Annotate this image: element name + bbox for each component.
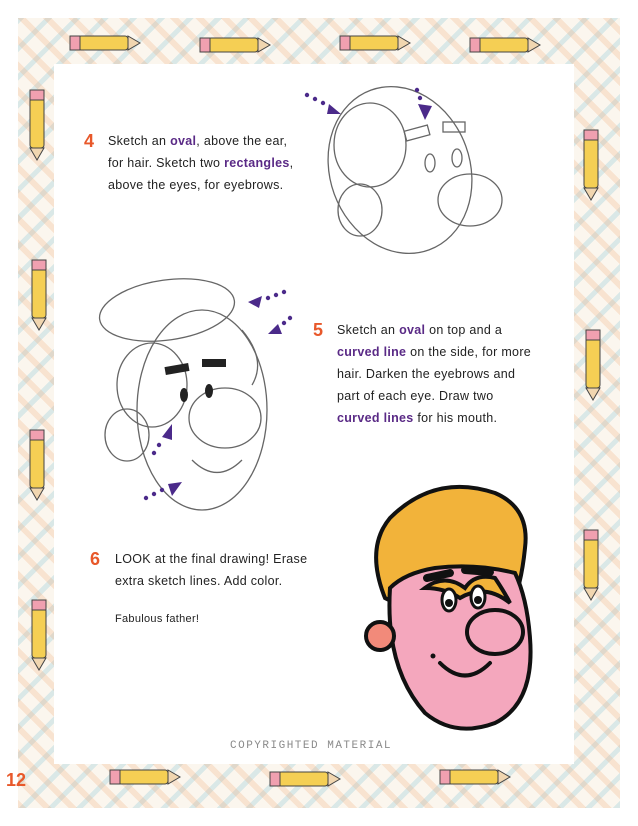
dotted-arrow-icon — [144, 290, 292, 500]
copyright-notice: COPYRIGHTED MATERIAL — [230, 740, 393, 752]
step-5-number: 5 — [313, 320, 324, 340]
step-6-final-drawing — [345, 478, 560, 743]
pencil-icon — [70, 36, 140, 50]
step-6-caption: Fabulous father! — [115, 613, 200, 625]
step-4-number: 4 — [84, 131, 95, 151]
step-6-number: 6 — [90, 549, 101, 569]
step-4-sketch — [295, 80, 535, 300]
step-5-sketch — [92, 270, 312, 540]
page-number: 12 — [6, 770, 27, 790]
step-6-text: LOOK at the final drawing! Erase extra sketch lines. Add color. — [115, 552, 308, 588]
step-4-text: Sketch an oval, above the ear, for hair. Sketch two rectangles, above the eyes, for eyebrows. — [108, 134, 294, 192]
dotted-arrow-icon — [305, 88, 432, 120]
step-5-text: Sketch an oval on top and a curved line on the side, for more hair. Darken the eyebrows and part of each eye. Draw two curved lines for his mouth. — [337, 323, 532, 425]
